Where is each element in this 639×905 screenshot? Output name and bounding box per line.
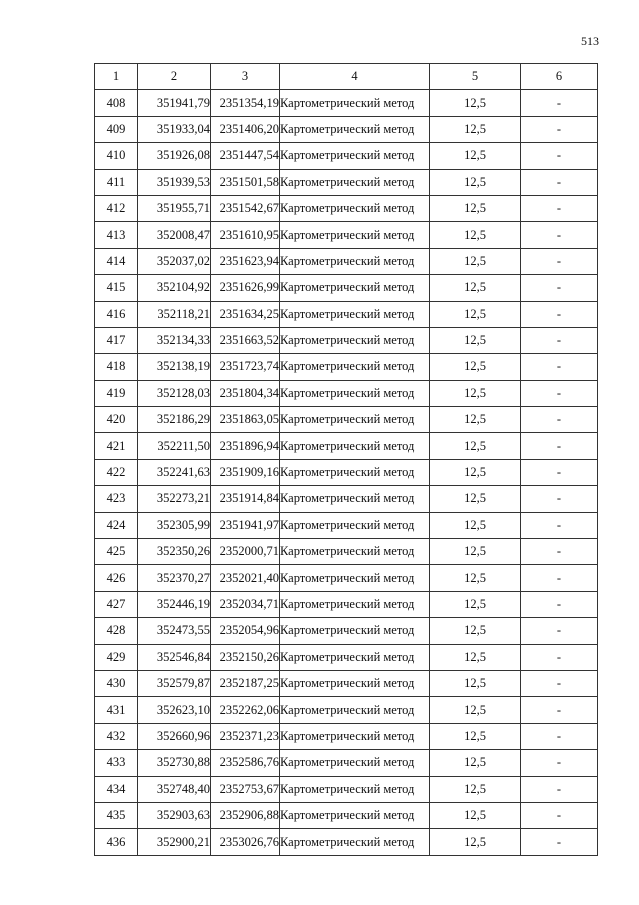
table-row [95, 275, 598, 301]
table-row [95, 565, 598, 591]
table-cell: Картометрический метод [280, 670, 430, 696]
table-cell: 352104,92 [138, 275, 211, 301]
table-cell: - [521, 301, 598, 327]
table-cell: 352037,02 [138, 248, 211, 274]
table-cell: 12,5 [430, 486, 521, 512]
table-cell: 2351634,25 [211, 301, 280, 327]
table-cell: 408 [95, 90, 138, 116]
table-cell: - [521, 116, 598, 142]
table-cell: 2351909,16 [211, 459, 280, 485]
table-cell: - [521, 591, 598, 617]
table-cell: - [521, 354, 598, 380]
table-cell: Картометрический метод [280, 750, 430, 776]
table-cell: 416 [95, 301, 138, 327]
column-header: 3 [211, 64, 280, 90]
table-cell: 420 [95, 407, 138, 433]
table-cell: 419 [95, 380, 138, 406]
table-cell: 12,5 [430, 222, 521, 248]
table-cell: Картометрический метод [280, 327, 430, 353]
table-cell: 352008,47 [138, 222, 211, 248]
table-cell: 414 [95, 248, 138, 274]
table-row [95, 433, 598, 459]
table-cell: - [521, 723, 598, 749]
table-cell: Картометрический метод [280, 90, 430, 116]
table-cell: 12,5 [430, 116, 521, 142]
table-row [95, 90, 598, 116]
coordinates-table [94, 63, 598, 856]
table-cell: Картометрический метод [280, 143, 430, 169]
column-header: 1 [95, 64, 138, 90]
table-cell: 2351354,19 [211, 90, 280, 116]
table-cell: 411 [95, 169, 138, 195]
table-cell: 429 [95, 644, 138, 670]
table-cell: - [521, 222, 598, 248]
table-cell: 12,5 [430, 407, 521, 433]
table-cell: 351941,79 [138, 90, 211, 116]
table-cell: 12,5 [430, 433, 521, 459]
table-cell: 12,5 [430, 195, 521, 221]
table-cell: 2351623,94 [211, 248, 280, 274]
table-cell: - [521, 90, 598, 116]
table-row [95, 539, 598, 565]
table-cell: 427 [95, 591, 138, 617]
table-cell: 12,5 [430, 248, 521, 274]
table-row [95, 512, 598, 538]
table-cell: 12,5 [430, 327, 521, 353]
table-cell: 12,5 [430, 723, 521, 749]
table-cell: - [521, 670, 598, 696]
table-cell: 12,5 [430, 459, 521, 485]
table-cell: 2351723,74 [211, 354, 280, 380]
table-cell: Картометрический метод [280, 195, 430, 221]
table-row [95, 407, 598, 433]
table-cell: Картометрический метод [280, 222, 430, 248]
table-cell: 12,5 [430, 829, 521, 855]
table-row [95, 750, 598, 776]
table-row [95, 116, 598, 142]
table-row [95, 644, 598, 670]
table-cell: Картометрический метод [280, 644, 430, 670]
table-cell: 352134,33 [138, 327, 211, 353]
table-cell: 2351626,99 [211, 275, 280, 301]
table-cell: Картометрический метод [280, 829, 430, 855]
table-cell: Картометрический метод [280, 459, 430, 485]
table-cell: 352138,19 [138, 354, 211, 380]
table-cell: 410 [95, 143, 138, 169]
table-cell: 352730,88 [138, 750, 211, 776]
table-cell: 12,5 [430, 802, 521, 828]
table-cell: 352273,21 [138, 486, 211, 512]
table-cell: Картометрический метод [280, 591, 430, 617]
table-cell: Картометрический метод [280, 512, 430, 538]
table-cell: 12,5 [430, 591, 521, 617]
table-row [95, 829, 598, 855]
table-cell: - [521, 380, 598, 406]
table-cell: 2351941,97 [211, 512, 280, 538]
table-cell: 409 [95, 116, 138, 142]
table-row [95, 301, 598, 327]
table-cell: 12,5 [430, 354, 521, 380]
table-row [95, 591, 598, 617]
table-cell: - [521, 697, 598, 723]
table-cell: - [521, 195, 598, 221]
table-cell: - [521, 829, 598, 855]
table-cell: 426 [95, 565, 138, 591]
table-cell: Картометрический метод [280, 407, 430, 433]
table-cell: 352446,19 [138, 591, 211, 617]
table-cell: 351939,53 [138, 169, 211, 195]
column-header: 5 [430, 64, 521, 90]
table-row [95, 222, 598, 248]
column-header: 6 [521, 64, 598, 90]
table-cell: 2351896,94 [211, 433, 280, 459]
table-cell: - [521, 143, 598, 169]
table-cell: - [521, 776, 598, 802]
table-cell: 352118,21 [138, 301, 211, 327]
table-cell: 2351610,95 [211, 222, 280, 248]
table-cell: - [521, 486, 598, 512]
table-cell: 433 [95, 750, 138, 776]
table-cell: Картометрический метод [280, 433, 430, 459]
table-cell: 12,5 [430, 143, 521, 169]
table-cell: 2351804,34 [211, 380, 280, 406]
table-cell: Картометрический метод [280, 697, 430, 723]
table-cell: 352305,99 [138, 512, 211, 538]
table-cell: 430 [95, 670, 138, 696]
table-cell: Картометрический метод [280, 565, 430, 591]
table-cell: - [521, 539, 598, 565]
table-cell: Картометрический метод [280, 776, 430, 802]
table-cell: 12,5 [430, 275, 521, 301]
table-cell: 352241,63 [138, 459, 211, 485]
table-cell: - [521, 433, 598, 459]
column-header: 2 [138, 64, 211, 90]
table-cell: 2351542,67 [211, 195, 280, 221]
table-cell: 2351863,05 [211, 407, 280, 433]
table-cell: 351955,71 [138, 195, 211, 221]
table-cell: - [521, 565, 598, 591]
table-cell: Картометрический метод [280, 618, 430, 644]
table-cell: 12,5 [430, 670, 521, 696]
table-cell: 435 [95, 802, 138, 828]
table-cell: 434 [95, 776, 138, 802]
table-cell: 425 [95, 539, 138, 565]
table-cell: 428 [95, 618, 138, 644]
table-cell: 2352187,25 [211, 670, 280, 696]
table-cell: 12,5 [430, 776, 521, 802]
table-cell: 12,5 [430, 565, 521, 591]
table-cell: - [521, 169, 598, 195]
table-row [95, 618, 598, 644]
table-cell: 352748,40 [138, 776, 211, 802]
table-cell: Картометрический метод [280, 539, 430, 565]
table-cell: - [521, 407, 598, 433]
table-cell: 417 [95, 327, 138, 353]
table-row [95, 248, 598, 274]
table-cell: 352579,87 [138, 670, 211, 696]
table-cell: 12,5 [430, 644, 521, 670]
table-cell: - [521, 459, 598, 485]
table-row [95, 195, 598, 221]
table-row [95, 354, 598, 380]
table-cell: 2352371,23 [211, 723, 280, 749]
table-cell: Картометрический метод [280, 802, 430, 828]
table-cell: Картометрический метод [280, 275, 430, 301]
table-cell: 352370,27 [138, 565, 211, 591]
table-cell: - [521, 618, 598, 644]
table-cell: 12,5 [430, 169, 521, 195]
table-cell: 2351447,54 [211, 143, 280, 169]
table-cell: 2352262,06 [211, 697, 280, 723]
table-cell: - [521, 644, 598, 670]
table-cell: Картометрический метод [280, 486, 430, 512]
table-row [95, 169, 598, 195]
table-row [95, 486, 598, 512]
table-cell: 352903,63 [138, 802, 211, 828]
table-cell: 12,5 [430, 697, 521, 723]
table-cell: Картометрический метод [280, 248, 430, 274]
table-cell: - [521, 275, 598, 301]
table-cell: 2352000,71 [211, 539, 280, 565]
table-cell: 2351501,58 [211, 169, 280, 195]
table-cell: 2353026,76 [211, 829, 280, 855]
table-cell: 415 [95, 275, 138, 301]
table-cell: 352546,84 [138, 644, 211, 670]
table-cell: 421 [95, 433, 138, 459]
table-cell: 12,5 [430, 539, 521, 565]
table-cell: Картометрический метод [280, 380, 430, 406]
table-row [95, 802, 598, 828]
table-cell: 351926,08 [138, 143, 211, 169]
table-cell: - [521, 512, 598, 538]
table-cell: - [521, 327, 598, 353]
table-cell: 422 [95, 459, 138, 485]
table-cell: 2352054,96 [211, 618, 280, 644]
page-number: 513 [581, 34, 599, 48]
table-cell: 12,5 [430, 750, 521, 776]
table-cell: Картометрический метод [280, 301, 430, 327]
table-cell: 12,5 [430, 90, 521, 116]
table-cell: - [521, 750, 598, 776]
table-cell: 352350,26 [138, 539, 211, 565]
table-cell: 2352150,26 [211, 644, 280, 670]
table-cell: 412 [95, 195, 138, 221]
table-row [95, 670, 598, 696]
table-cell: 352900,21 [138, 829, 211, 855]
table-row [95, 723, 598, 749]
table-cell: 423 [95, 486, 138, 512]
table-cell: 431 [95, 697, 138, 723]
table-cell: 2352753,67 [211, 776, 280, 802]
table-cell: 2351663,52 [211, 327, 280, 353]
table-cell: 352623,10 [138, 697, 211, 723]
column-header: 4 [280, 64, 430, 90]
table-cell: Картометрический метод [280, 354, 430, 380]
table-row [95, 776, 598, 802]
table-cell: 12,5 [430, 618, 521, 644]
table-cell: 352186,29 [138, 407, 211, 433]
table-cell: - [521, 802, 598, 828]
table-cell: 352128,03 [138, 380, 211, 406]
table-cell: - [521, 248, 598, 274]
table-cell: 432 [95, 723, 138, 749]
table-row [95, 143, 598, 169]
table-body [95, 90, 598, 855]
table-cell: 352660,96 [138, 723, 211, 749]
table-row [95, 380, 598, 406]
table-cell: Картометрический метод [280, 116, 430, 142]
table-cell: 2351914,84 [211, 486, 280, 512]
table-cell: 2352021,40 [211, 565, 280, 591]
table-row [95, 697, 598, 723]
table-cell: 12,5 [430, 301, 521, 327]
table-cell: 352211,50 [138, 433, 211, 459]
table-row [95, 327, 598, 353]
table-cell: 424 [95, 512, 138, 538]
table-cell: Картометрический метод [280, 723, 430, 749]
table-cell: 12,5 [430, 512, 521, 538]
table-row [95, 459, 598, 485]
table-cell: 2352586,76 [211, 750, 280, 776]
table-cell: 2352034,71 [211, 591, 280, 617]
table-cell: 436 [95, 829, 138, 855]
table-cell: 351933,04 [138, 116, 211, 142]
table-cell: 12,5 [430, 380, 521, 406]
table-cell: 2351406,20 [211, 116, 280, 142]
table-cell: 418 [95, 354, 138, 380]
table-cell: Картометрический метод [280, 169, 430, 195]
table-cell: 2352906,88 [211, 802, 280, 828]
table-cell: 352473,55 [138, 618, 211, 644]
table-cell: 413 [95, 222, 138, 248]
table-header-row [95, 64, 598, 90]
